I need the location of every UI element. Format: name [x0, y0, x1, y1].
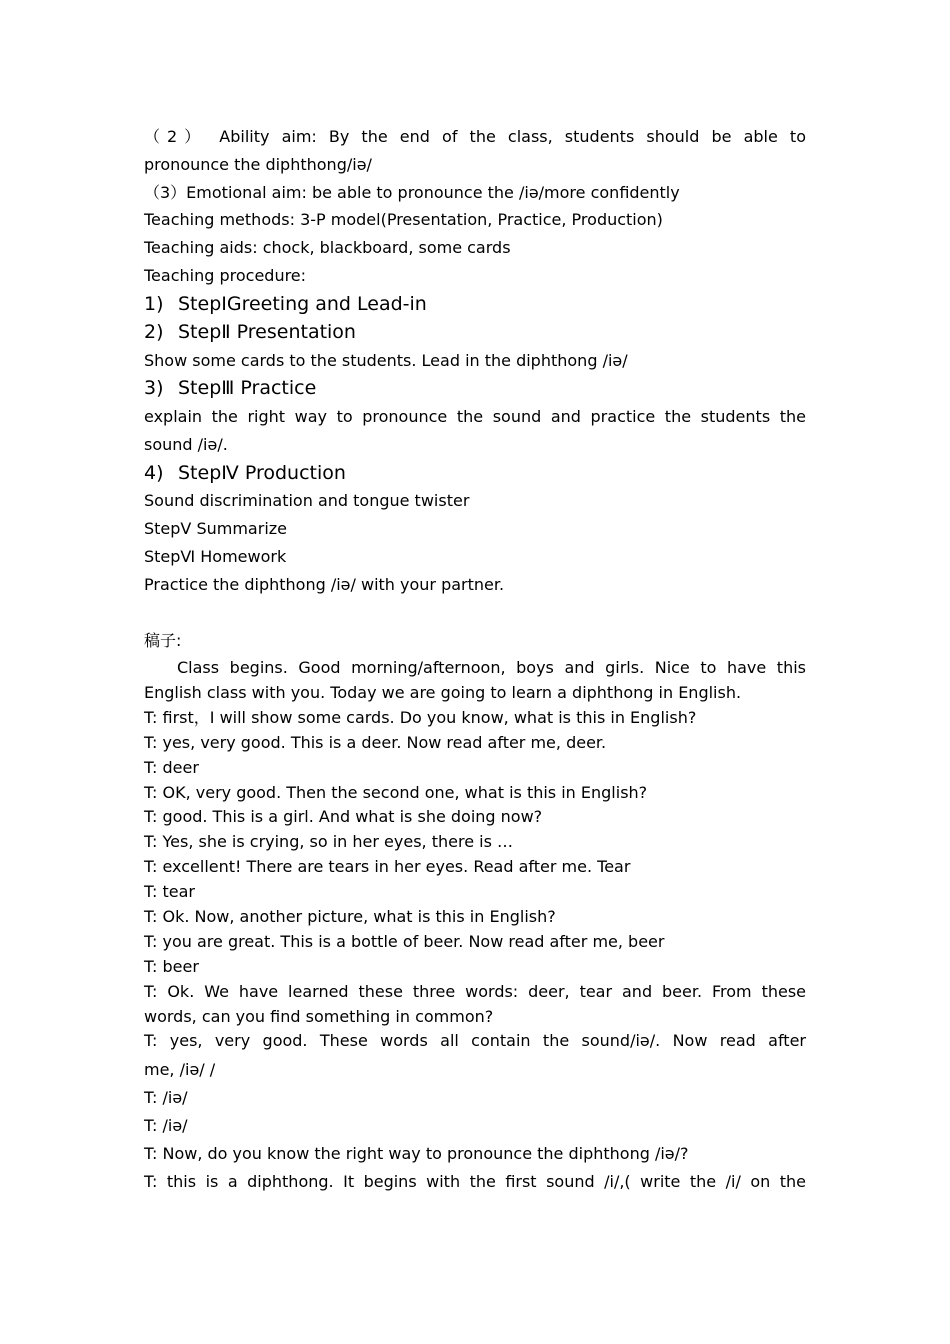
script-repeat: T: /iə/ [144, 1088, 188, 1107]
script-line: T: excellent! There are tears in her eyes. Read after me. Tear [144, 857, 631, 876]
step6-detail: Practice the diphthong /iə/ with your partner. [144, 575, 505, 594]
emotional-aim: （3）Emotional aim: be able to pronounce the /iə/more confidently [144, 183, 680, 202]
script-line: T: OK, very good. Then the second one, what is this in English? [144, 783, 648, 802]
step-number: 1) [144, 293, 164, 315]
step-title: StepⅣ Production [178, 462, 346, 484]
script-common-line2: words, can you find something in common? [144, 1007, 494, 1026]
script-line: T: deer [144, 758, 199, 777]
script-line: T: beer [144, 957, 199, 976]
step6: StepⅥ Homework [144, 547, 287, 566]
script-label: 稿子: [144, 631, 182, 650]
script-last-line: T: this is a diphthong. It begins with the first sound /i/,( write the /i/ on the [144, 1172, 806, 1191]
step-heading [144, 292, 806, 316]
script-intro-line1: Class begins. Good morning/afternoon, boys and girls. Nice to have this [177, 658, 806, 677]
step3-detail-line1: explain the right way to pronounce the sound and practice the students the [144, 407, 806, 426]
step-number: 4) [144, 462, 164, 484]
step-number: 3) [144, 377, 164, 399]
ability-aim-line1: （2） Ability aim: By the end of the class, students should be able to [144, 127, 806, 146]
step4-detail: Sound discrimination and tongue twister [144, 491, 470, 510]
script-line: T: yes, very good. This is a deer. Now read after me, deer. [144, 733, 607, 752]
script-line: T: you are great. This is a bottle of beer. Now read after me, beer [144, 932, 665, 951]
script-common-line1: T: Ok. We have learned these three words: deer, tear and beer. From these [144, 982, 806, 1001]
step-heading [144, 461, 806, 485]
script-line: T: Ok. Now, another picture, what is this in English? [144, 907, 556, 926]
step-heading [144, 320, 806, 344]
script-line: T: first，I will show some cards. Do you know, what is this in English? [144, 708, 697, 727]
step3-detail-line2: sound /iə/. [144, 435, 228, 454]
teaching-procedure-label: Teaching procedure: [144, 266, 307, 285]
step-number: 2) [144, 321, 164, 343]
ability-aim-line2: pronounce the diphthong/iə/ [144, 155, 372, 174]
step5: StepⅤ Summarize [144, 519, 287, 538]
script-repeat: T: /iə/ [144, 1116, 188, 1135]
step-title: StepⅡ Presentation [178, 321, 356, 343]
script-sound-line2: me, /iə/ / [144, 1060, 216, 1079]
teaching-methods: Teaching methods: 3-P model(Presentation, Practice, Production) [144, 210, 663, 229]
script-line: T: tear [144, 882, 195, 901]
step-title: StepⅢ Practice [178, 377, 317, 399]
script-intro-line2: English class with you. Today we are going to learn a diphthong in English. [144, 683, 742, 702]
script-line: T: good. This is a girl. And what is she doing now? [144, 807, 543, 826]
step-heading [144, 376, 806, 400]
script-line: T: Yes, she is crying, so in her eyes, there is … [144, 832, 513, 851]
script-sound-line1: T: yes, very good. These words all contain the sound/iə/. Now read after [144, 1031, 806, 1050]
step2-detail: Show some cards to the students. Lead in the diphthong /iə/ [144, 351, 628, 370]
script-right-way: T: Now, do you know the right way to pronounce the diphthong /iə/? [144, 1144, 689, 1163]
step-title: StepⅠGreeting and Lead-in [178, 293, 427, 315]
teaching-aids: Teaching aids: chock, blackboard, some cards [144, 238, 511, 257]
